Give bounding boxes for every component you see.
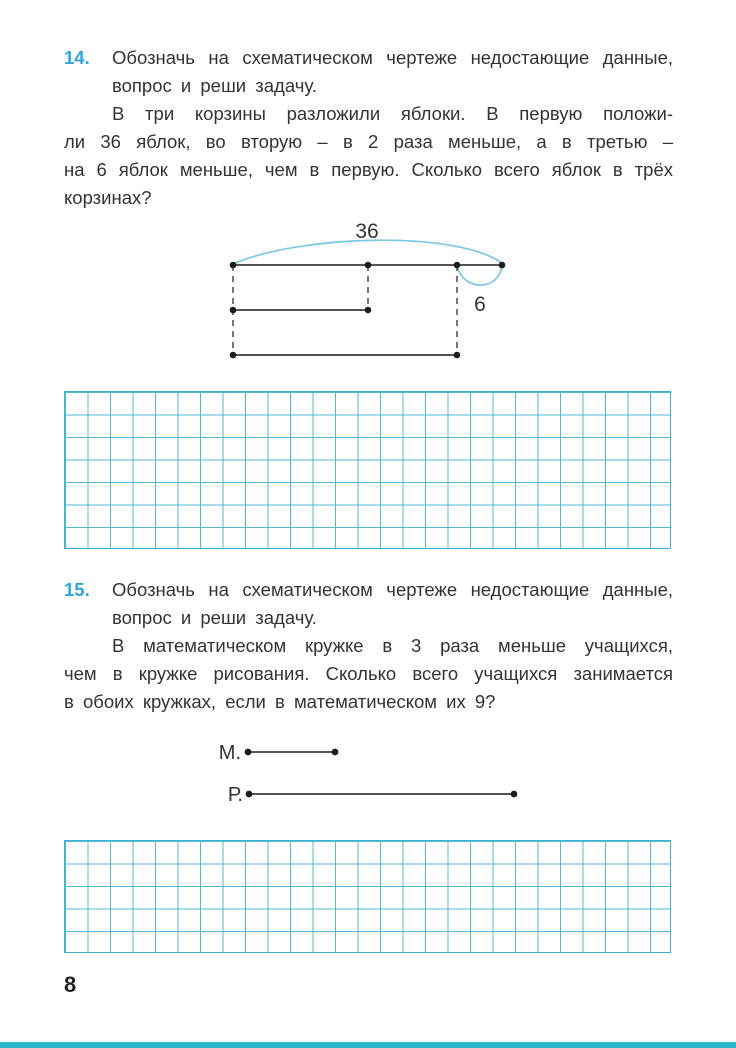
body-line: корзинах? [64, 187, 152, 208]
endpoint-dot [365, 262, 372, 269]
body-line: в обоих кружках, если в математическом их 9? [64, 691, 496, 712]
endpoint-dot [511, 791, 518, 798]
problem-14-diagram [0, 212, 736, 368]
instruction-line: Обозначь на схематическом чертеже недостающие данные, [112, 47, 673, 68]
footer-color-bar [0, 1042, 736, 1048]
endpoint-dot [230, 262, 237, 269]
total-label: 36 [355, 220, 379, 243]
endpoint-dot [230, 352, 237, 359]
endpoint-dot [499, 262, 506, 269]
difference-arc [457, 266, 502, 285]
long-segment-label: Р. [227, 784, 243, 806]
problem-15-number: 15. [64, 579, 90, 600]
answer-grid-1 [64, 391, 671, 549]
endpoint-dot [245, 749, 252, 756]
problem-14-instruction [112, 44, 673, 100]
problem-15-diagram [0, 725, 736, 815]
endpoint-dot [332, 749, 339, 756]
problem-15-body [64, 632, 673, 716]
instruction-line: вопрос и реши задачу. [112, 607, 317, 628]
page-number: 8 [64, 972, 77, 997]
endpoint-dot [454, 352, 461, 359]
body-line: на 6 яблок меньше, чем в первую. Сколько всего яблок в трёх [64, 159, 673, 180]
body-line: чем в кружке рисования. Сколько всего учащихся занимается [64, 663, 673, 684]
instruction-line: вопрос и реши задачу. [112, 75, 317, 96]
body-line: ли 36 яблок, во вторую – в 2 раза меньше, а в третью – [64, 131, 673, 152]
body-line: В математическом кружке в 3 раза меньше учащихся, [112, 635, 673, 656]
problem-15-instruction [112, 576, 673, 632]
endpoint-dot [230, 307, 237, 314]
endpoint-dot [365, 307, 372, 314]
difference-label: 6 [474, 293, 486, 316]
answer-grid-2 [64, 840, 671, 953]
problem-14-body [64, 100, 673, 212]
instruction-line: Обозначь на схематическом чертеже недостающие данные, [112, 579, 673, 600]
problem-14-number: 14. [64, 47, 90, 68]
total-bracket-arc [233, 240, 502, 264]
short-segment-label: М. [218, 742, 241, 764]
endpoint-dot [246, 791, 253, 798]
body-line: В три корзины разложили яблоки. В первую положи- [112, 103, 673, 124]
endpoint-dot [454, 262, 461, 269]
